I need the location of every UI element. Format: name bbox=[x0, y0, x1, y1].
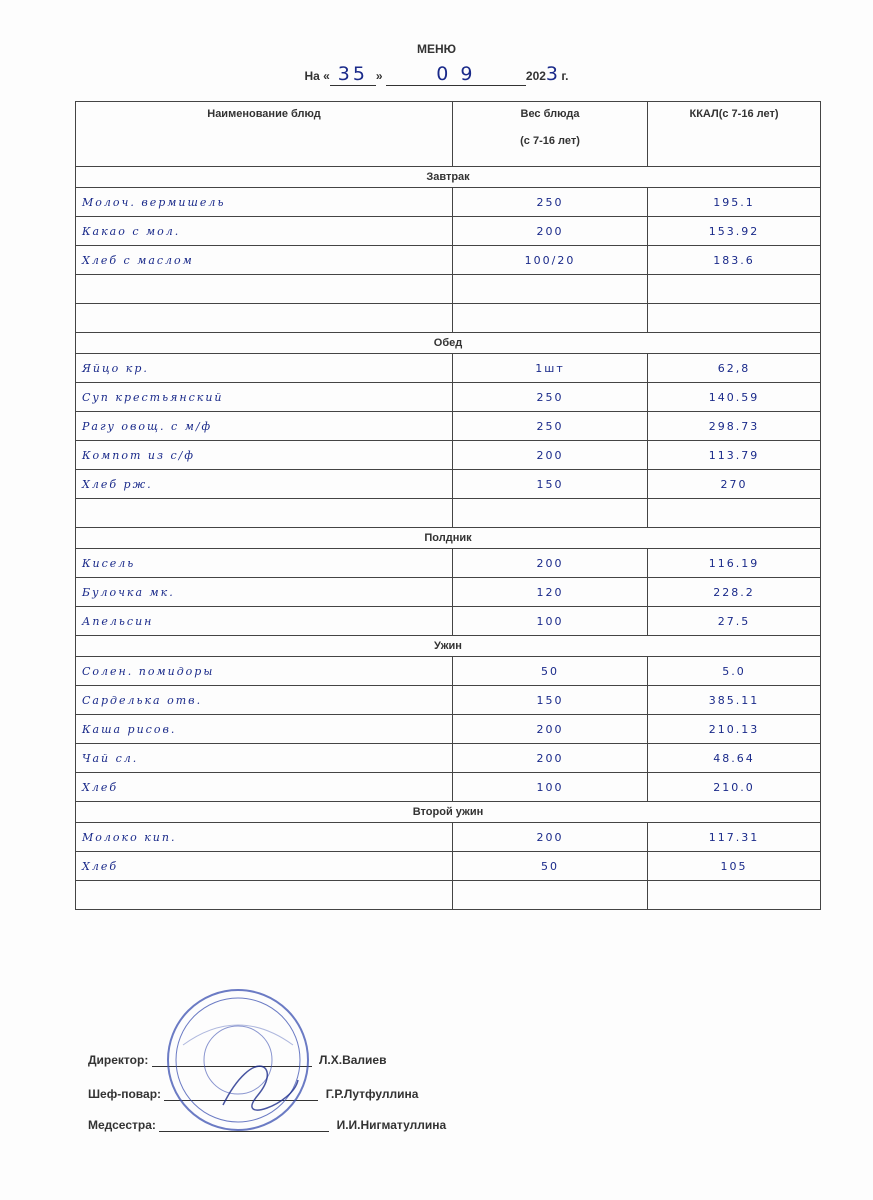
dish-row bbox=[76, 881, 821, 910]
section-title: Ужин bbox=[76, 636, 821, 657]
dish-weight: 1шт bbox=[453, 354, 648, 383]
dish-row bbox=[76, 657, 821, 686]
menu-title: МЕНЮ bbox=[416, 42, 457, 56]
signature-role: Шеф-повар: bbox=[88, 1087, 162, 1101]
section-row bbox=[76, 167, 821, 188]
dish-kcal: 62,8 bbox=[648, 354, 821, 383]
dish-kcal: 153.92 bbox=[648, 217, 821, 246]
date-day: 35 bbox=[330, 63, 376, 86]
dish-name: Яйцо кр. bbox=[76, 354, 453, 383]
dish-name: Хлеб рж. bbox=[76, 470, 453, 499]
dish-weight: 250 bbox=[453, 412, 648, 441]
dish-name: Компот из с/ф bbox=[76, 441, 453, 470]
dish-row bbox=[76, 304, 821, 333]
dish-weight: 120 bbox=[453, 578, 648, 607]
section-title: Завтрак bbox=[76, 167, 821, 188]
dish-kcal: 228.2 bbox=[648, 578, 821, 607]
dish-kcal: 117.31 bbox=[648, 823, 821, 852]
dish-name: Солен. помидоры bbox=[76, 657, 453, 686]
school-seal-stamp bbox=[163, 985, 313, 1135]
table-header-row bbox=[76, 102, 821, 167]
dish-name: Кисель bbox=[76, 549, 453, 578]
menu-date bbox=[0, 63, 873, 86]
section-title: Полдник bbox=[76, 528, 821, 549]
menu-body bbox=[76, 167, 821, 910]
dish-kcal bbox=[648, 881, 821, 910]
signature-name: Л.Х.Валиев bbox=[319, 1053, 387, 1067]
dish-kcal: 210.0 bbox=[648, 773, 821, 802]
dish-kcal: 385.11 bbox=[648, 686, 821, 715]
dish-weight bbox=[453, 499, 648, 528]
dish-weight: 200 bbox=[453, 823, 648, 852]
dish-row bbox=[76, 773, 821, 802]
date-prefix: На « bbox=[304, 69, 330, 83]
dish-kcal: 140.59 bbox=[648, 383, 821, 412]
dish-kcal: 183.6 bbox=[648, 246, 821, 275]
dish-weight: 50 bbox=[453, 657, 648, 686]
dish-row bbox=[76, 744, 821, 773]
date-mid: » bbox=[375, 69, 383, 83]
dish-weight: 250 bbox=[453, 383, 648, 412]
dish-kcal: 113.79 bbox=[648, 441, 821, 470]
dish-row bbox=[76, 246, 821, 275]
signature-name: И.И.Нигматуллина bbox=[336, 1118, 447, 1132]
dish-kcal: 105 bbox=[648, 852, 821, 881]
dish-kcal: 116.19 bbox=[648, 549, 821, 578]
dish-weight: 250 bbox=[453, 188, 648, 217]
col-weight-header bbox=[453, 102, 648, 167]
dish-name bbox=[76, 304, 453, 333]
dish-row bbox=[76, 607, 821, 636]
dish-row bbox=[76, 217, 821, 246]
dish-row bbox=[76, 383, 821, 412]
section-title: Второй ужин bbox=[76, 802, 821, 823]
dish-row bbox=[76, 412, 821, 441]
date-suffix: г. bbox=[558, 69, 569, 83]
dish-row bbox=[76, 823, 821, 852]
dish-kcal: 27.5 bbox=[648, 607, 821, 636]
dish-row bbox=[76, 578, 821, 607]
dish-weight bbox=[453, 304, 648, 333]
dish-weight: 200 bbox=[453, 217, 648, 246]
signature-role: Директор: bbox=[88, 1053, 149, 1067]
dish-name: Какао с мол. bbox=[76, 217, 453, 246]
dish-name: Хлеб с маслом bbox=[76, 246, 453, 275]
dish-row bbox=[76, 188, 821, 217]
date-month: 0 9 bbox=[386, 63, 526, 86]
section-row bbox=[76, 333, 821, 354]
dish-name: Суп крестьянский bbox=[76, 383, 453, 412]
dish-kcal bbox=[648, 499, 821, 528]
dish-name bbox=[76, 499, 453, 528]
dish-row bbox=[76, 686, 821, 715]
dish-kcal: 5.0 bbox=[648, 657, 821, 686]
dish-kcal: 298.73 bbox=[648, 412, 821, 441]
dish-weight: 100 bbox=[453, 607, 648, 636]
col-name-header: Наименование блюд bbox=[76, 102, 453, 167]
dish-kcal bbox=[648, 275, 821, 304]
dish-kcal: 210.13 bbox=[648, 715, 821, 744]
dish-row bbox=[76, 470, 821, 499]
section-row bbox=[76, 802, 821, 823]
col-kcal-header: ККАЛ(с 7-16 лет) bbox=[648, 102, 821, 167]
dish-row bbox=[76, 499, 821, 528]
dish-row bbox=[76, 354, 821, 383]
dish-row bbox=[76, 441, 821, 470]
dish-row bbox=[76, 275, 821, 304]
section-row bbox=[76, 528, 821, 549]
col-weight-label: Вес блюда bbox=[520, 108, 580, 120]
dish-weight: 100 bbox=[453, 773, 648, 802]
col-weight-sub: (с 7-16 лет) bbox=[520, 135, 580, 147]
signature-role: Медсестра: bbox=[88, 1118, 156, 1132]
dish-kcal: 48.64 bbox=[648, 744, 821, 773]
dish-name: Апельсин bbox=[76, 607, 453, 636]
dish-weight: 200 bbox=[453, 744, 648, 773]
signature-name: Г.Р.Лутфуллина bbox=[325, 1087, 419, 1101]
dish-weight: 50 bbox=[453, 852, 648, 881]
dish-name bbox=[76, 275, 453, 304]
dish-weight: 150 bbox=[453, 686, 648, 715]
dish-weight bbox=[453, 881, 648, 910]
dish-name bbox=[76, 881, 453, 910]
dish-name: Молоко кип. bbox=[76, 823, 453, 852]
dish-name: Чай сл. bbox=[76, 744, 453, 773]
date-year: 202 bbox=[525, 69, 546, 83]
date-year-hand: 3 bbox=[545, 63, 559, 85]
dish-weight: 200 bbox=[453, 549, 648, 578]
dish-row bbox=[76, 852, 821, 881]
section-title: Обед bbox=[76, 333, 821, 354]
dish-weight: 100/20 bbox=[453, 246, 648, 275]
dish-name: Булочка мк. bbox=[76, 578, 453, 607]
dish-weight bbox=[453, 275, 648, 304]
dish-weight: 150 bbox=[453, 470, 648, 499]
dish-name: Рагу овощ. с м/ф bbox=[76, 412, 453, 441]
section-row bbox=[76, 636, 821, 657]
dish-kcal: 195.1 bbox=[648, 188, 821, 217]
dish-row bbox=[76, 549, 821, 578]
dish-name: Молоч. вермишель bbox=[76, 188, 453, 217]
dish-name: Сарделька отв. bbox=[76, 686, 453, 715]
dish-row bbox=[76, 715, 821, 744]
dish-name: Хлеб bbox=[76, 773, 453, 802]
dish-weight: 200 bbox=[453, 441, 648, 470]
dish-kcal: 270 bbox=[648, 470, 821, 499]
dish-name: Хлеб bbox=[76, 852, 453, 881]
dish-name: Каша рисов. bbox=[76, 715, 453, 744]
dish-kcal bbox=[648, 304, 821, 333]
dish-weight: 200 bbox=[453, 715, 648, 744]
menu-table bbox=[75, 101, 821, 910]
